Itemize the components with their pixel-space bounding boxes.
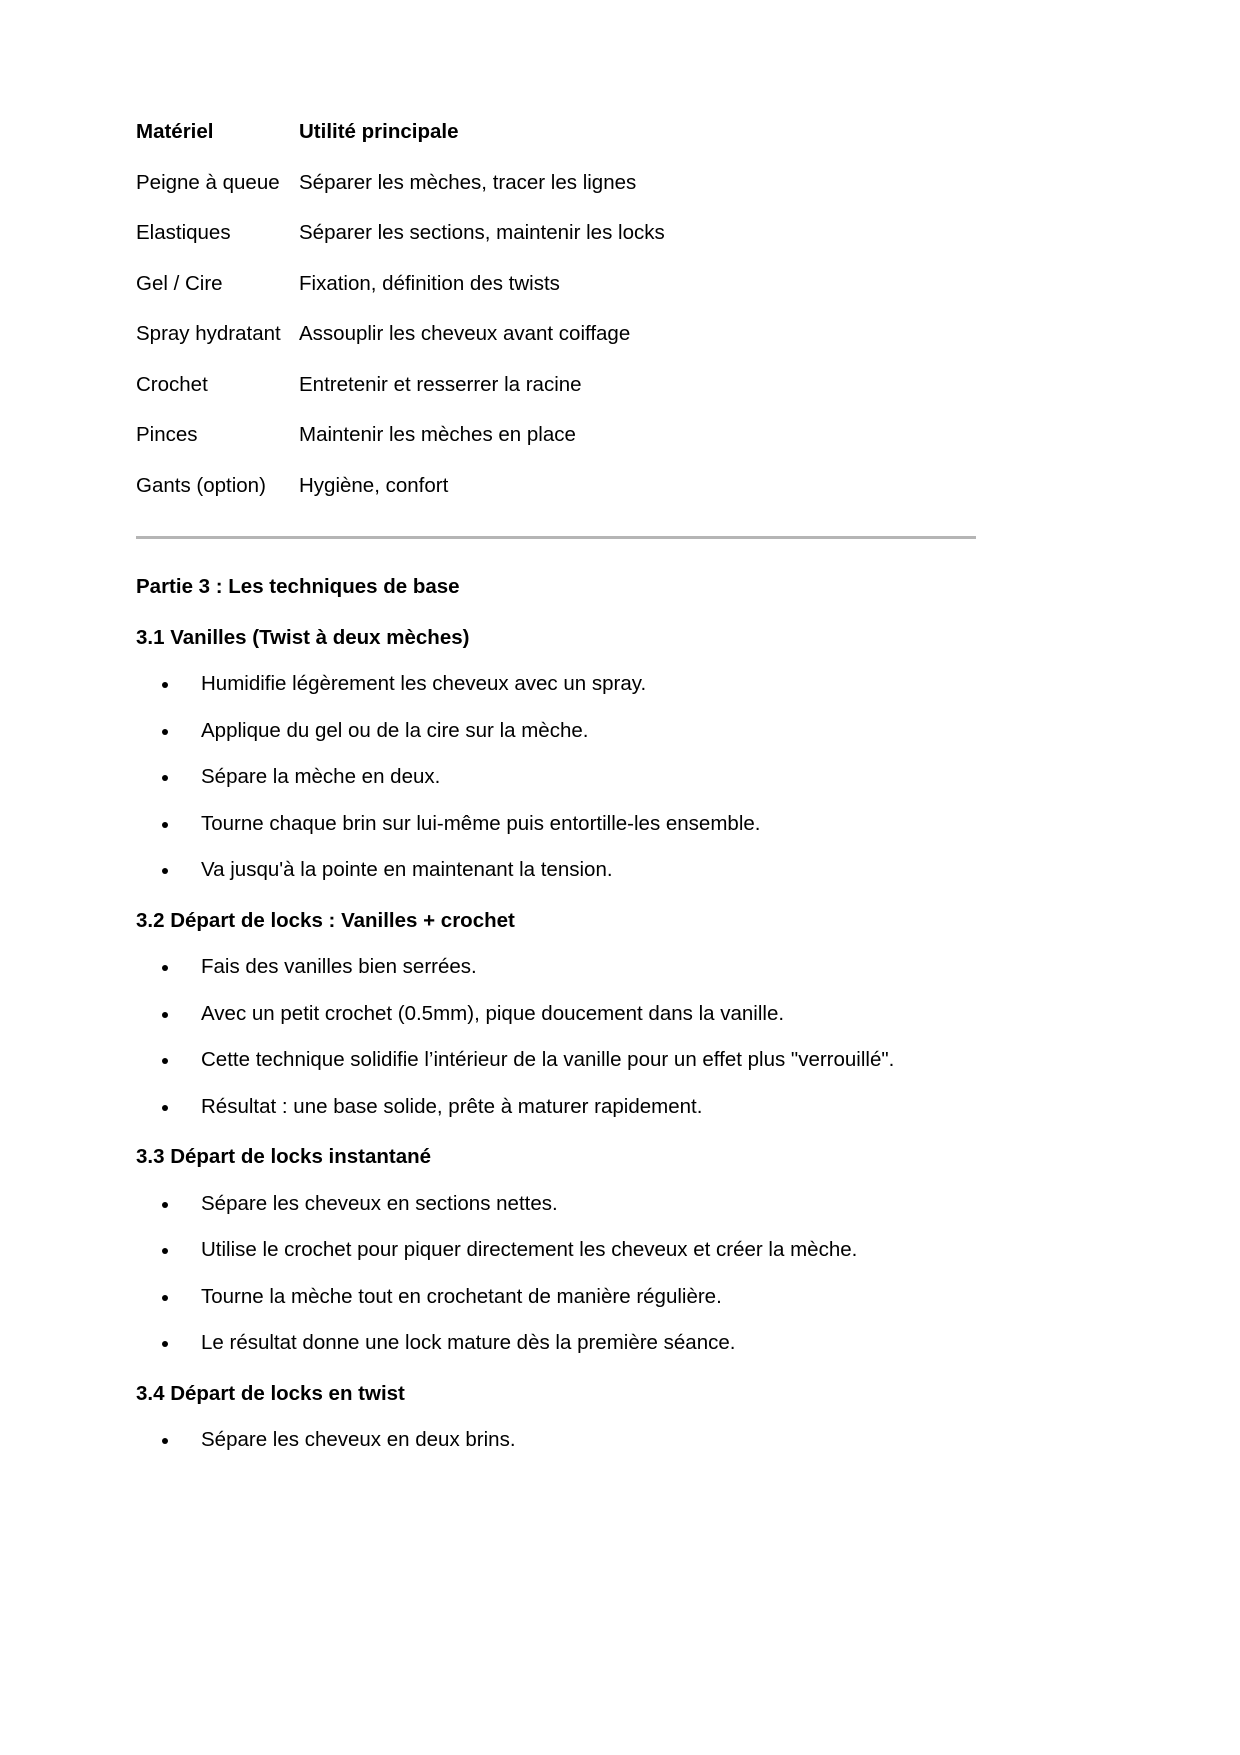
cell-usage: Assouplir les cheveux avant coiffage — [299, 322, 631, 345]
bullet-icon — [162, 822, 168, 828]
section-heading-3-3: 3.3 Départ de locks instantané — [136, 1145, 432, 1168]
materials-table — [136, 122, 976, 496]
bullet-icon — [162, 1202, 168, 1208]
list-item-text: Sépare la mèche en deux. — [201, 765, 441, 788]
list-item — [136, 1240, 976, 1261]
list-item-text: Sépare les cheveux en deux brins. — [201, 1428, 516, 1451]
cell-material: Gants (option) — [136, 473, 266, 497]
list-item — [136, 718, 976, 742]
table-row — [136, 375, 976, 426]
list-item-text: Humidifie légèrement les cheveux avec un spray. — [201, 672, 647, 695]
cell-usage: Maintenir les mèches en place — [299, 423, 576, 446]
cell-usage: Séparer les mèches, tracer les lignes — [299, 170, 637, 194]
list-item — [136, 1001, 976, 1025]
table-header-row — [136, 122, 976, 173]
bullet-icon — [162, 1248, 168, 1254]
bullet-icon — [162, 682, 168, 688]
list-item-text: Utilise le crochet pour piquer directement les cheveux et créer la mèche. — [201, 1238, 858, 1261]
list-item — [136, 1333, 976, 1354]
cell-usage: Séparer les sections, maintenir les locks — [299, 221, 665, 244]
section-heading-3-1: 3.1 Vanilles (Twist à deux mèches) — [136, 625, 470, 649]
table-row — [136, 274, 976, 325]
cell-material: Spray hydratant — [136, 322, 281, 345]
bullet-icon — [162, 1058, 168, 1064]
list-item — [136, 957, 976, 978]
bullet-icon — [162, 775, 168, 781]
bullet-icon — [162, 1105, 168, 1111]
list-item — [136, 1430, 976, 1451]
list-item-text: Sépare les cheveux en sections nettes. — [201, 1191, 558, 1215]
column-header-utilite: Utilité principale — [299, 120, 459, 143]
step-list-3-4 — [136, 1430, 976, 1451]
list-item-text: Fais des vanilles bien serrées. — [201, 955, 477, 978]
table-row — [136, 324, 976, 375]
bullet-icon — [162, 1295, 168, 1301]
list-item-text: Tourne chaque brin sur lui-même puis entortille-les ensemble. — [201, 811, 761, 835]
cell-material: Gel / Cire — [136, 271, 223, 295]
document-body — [136, 122, 976, 1451]
list-item — [136, 811, 976, 835]
bullet-icon — [162, 1012, 168, 1018]
cell-usage: Entretenir et resserrer la racine — [299, 372, 582, 396]
table-row — [136, 425, 976, 476]
table-row — [136, 476, 976, 497]
cell-usage: Fixation, définition des twists — [299, 271, 560, 295]
table-row — [136, 223, 976, 274]
step-list-3-1 — [136, 674, 976, 881]
cell-usage: Hygiène, confort — [299, 473, 449, 497]
bullet-icon — [162, 729, 168, 735]
bullet-icon — [162, 1341, 168, 1347]
section-heading-3-2: 3.2 Départ de locks : Vanilles + crochet — [136, 908, 515, 932]
cell-material: Crochet — [136, 372, 208, 396]
column-header-materiel: Matériel — [136, 120, 214, 143]
section-divider — [136, 536, 976, 539]
section-heading-3-4: 3.4 Départ de locks en twist — [136, 1381, 405, 1405]
list-item-text: Tourne la mèche tout en crochetant de manière régulière. — [201, 1284, 722, 1308]
cell-material: Peigne à queue — [136, 170, 280, 194]
list-item — [136, 1050, 976, 1071]
list-item-text: Cette technique solidifie l’intérieur de la vanille pour un effet plus "verrouillé". — [201, 1048, 895, 1071]
list-item — [136, 1191, 976, 1215]
step-list-3-2 — [136, 957, 976, 1117]
list-item-text: Résultat : une base solide, prête à maturer rapidement. — [201, 1094, 703, 1118]
list-item — [136, 860, 976, 881]
bullet-icon — [162, 965, 168, 971]
list-item — [136, 1284, 976, 1308]
list-item — [136, 674, 976, 695]
list-item-text: Le résultat donne une lock mature dès la première séance. — [201, 1331, 736, 1354]
cell-material: Elastiques — [136, 221, 231, 244]
materials-table-body — [136, 170, 976, 497]
list-item — [136, 767, 976, 788]
list-item — [136, 1094, 976, 1118]
list-item-text: Va jusqu'à la pointe en maintenant la tension. — [201, 858, 613, 881]
list-item-text: Avec un petit crochet (0.5mm), pique doucement dans la vanille. — [201, 1001, 785, 1025]
page-title: Partie 3 : Les techniques de base — [136, 575, 460, 598]
table-row — [136, 173, 976, 224]
list-item-text: Applique du gel ou de la cire sur la mèche. — [201, 718, 589, 742]
step-list-3-3 — [136, 1191, 976, 1354]
cell-material: Pinces — [136, 423, 198, 446]
bullet-icon — [162, 868, 168, 874]
bullet-icon — [162, 1438, 168, 1444]
materials-table-head — [136, 122, 976, 173]
